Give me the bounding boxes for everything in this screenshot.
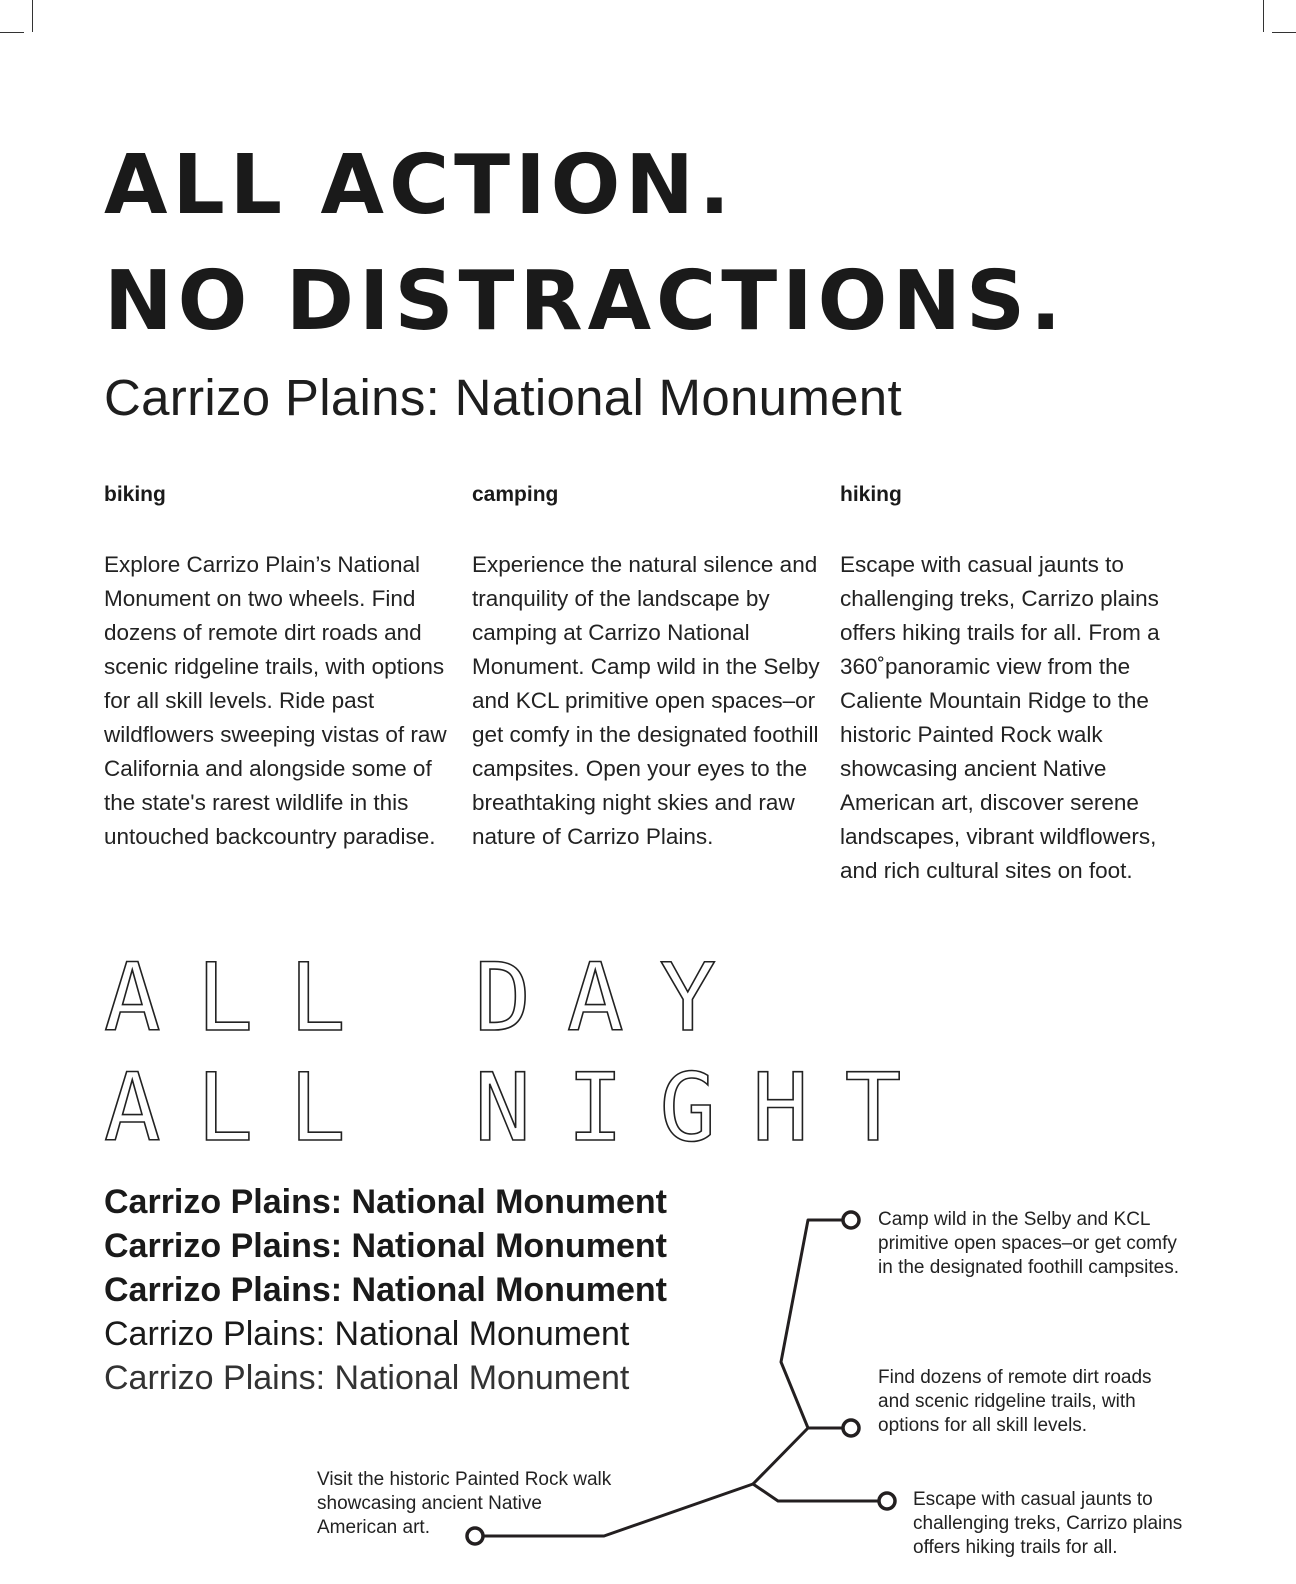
column-title: hiking	[840, 483, 902, 506]
column-body: Explore Carrizo Plain’s National Monument on two wheels. Find dozens of remote dirt roads and scenic ridgeline trails, with options for all skill levels. Ride past wildflowers sweeping vistas of raw California and alongside some of the state's rarest wildlife in this untouched backcountry paradise.	[104, 552, 447, 849]
display-line-1: ALL DAY	[104, 944, 753, 1053]
annotation-painted-rock: Visit the historic Painted Rock walk showcasing ancient Native American art.	[317, 1469, 612, 1538]
weight-sample-black: Carrizo Plains: National Monument	[104, 1183, 667, 1221]
node-camping	[843, 1212, 859, 1228]
column-body: Experience the natural silence and tranquility of the landscape by camping at Carrizo National Monument. Camp wild in the Selby and KCL primitive open spaces–or get comfy in the designated foothill campsites. Open your eyes to the breathtaking night skies and raw nature of Carrizo Plains.	[472, 552, 820, 849]
weight-sample-regular: Carrizo Plains: National Monument	[104, 1315, 630, 1353]
display-line-2: ALL NIGHT	[104, 1054, 938, 1163]
node-biking	[843, 1420, 859, 1436]
annotation-hiking: Escape with casual jaunts to challenging treks, Carrizo plains offers hiking trails for all.	[913, 1489, 1183, 1558]
branch-camping	[753, 1220, 842, 1484]
column-body: Escape with casual jaunts to challenging treks, Carrizo plains offers hiking trails for all. From a 360˚panoramic view from the Caliente Mountain Ridge to the historic Painted Rock walk showcasing ancient Native American art, discover serene landscapes, vibrant wildflowers, and rich cultural sites on foot.	[840, 552, 1160, 883]
weight-sample-semibold: Carrizo Plains: National Monument	[104, 1271, 667, 1309]
annotation-camping: Camp wild in the Selby and KCL primitive open spaces–or get comfy in the designated foothill campsites.	[878, 1209, 1180, 1278]
weight-sample-light: Carrizo Plains: National Monument	[104, 1359, 630, 1397]
subtitle: Carrizo Plains: National Monument	[104, 369, 902, 426]
headline-line-2: NO DISTRACTIONS.	[104, 254, 1067, 349]
headline-line-1: ALL ACTION.	[104, 138, 736, 233]
column-title: biking	[104, 483, 166, 506]
node-hiking	[879, 1493, 895, 1509]
weight-sample-bold: Carrizo Plains: National Monument	[104, 1227, 667, 1265]
column-title: camping	[472, 483, 559, 506]
annotation-biking: Find dozens of remote dirt roads and scenic ridgeline trails, with options for all skill levels.	[878, 1367, 1152, 1436]
branch-hiking	[753, 1484, 878, 1501]
